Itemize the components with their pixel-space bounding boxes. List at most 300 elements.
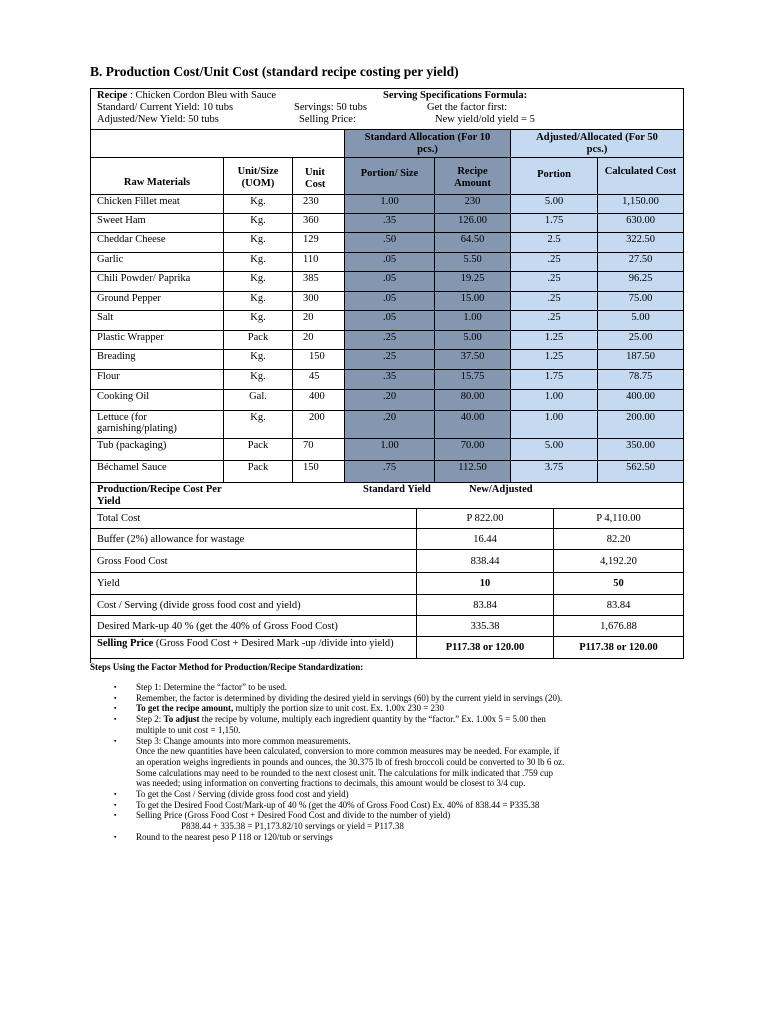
- table-cell: [224, 350, 293, 370]
- selling-price-desc: (Gross Food Cost + Desired Mark -up /divide into yield): [153, 638, 394, 649]
- table-value: 40.00: [460, 412, 485, 423]
- step-text: Selling Price (Gross Food Cost + Desired Food Cost and divide to the number of yield): [136, 810, 451, 821]
- table-cell: [598, 311, 684, 331]
- table-value: 1.00: [544, 391, 564, 402]
- column-header: [598, 158, 684, 195]
- table-cell: [598, 331, 684, 350]
- step-bold: To get the recipe amount,: [136, 703, 234, 714]
- table-value: 385: [303, 273, 319, 284]
- selling-price-label: Selling Price:: [299, 114, 356, 125]
- step-continuation: Once the new quantities have been calculated, conversion to more common measures may be needed. For example, if: [136, 746, 560, 757]
- table-value: Kg.: [250, 196, 266, 207]
- summary-heading: Production/Recipe Cost Per Yield: [97, 484, 222, 507]
- summary-label-cell: [91, 550, 417, 573]
- summary-new-value: 82.20: [606, 533, 631, 545]
- table-value: 25.00: [628, 332, 653, 343]
- table-cell: [598, 195, 684, 214]
- bullet-icon: ▪: [114, 693, 117, 702]
- table-cell: [91, 370, 224, 390]
- table-cell: [293, 390, 345, 411]
- table-cell: [224, 390, 293, 411]
- table-value: 230: [464, 196, 481, 207]
- step-continuation: Some calculations may need to be rounded to the next closest unit. The calculations for milk indicated that .759 cup: [136, 767, 553, 778]
- table-value: 562.50: [626, 462, 655, 473]
- summary-new-value: 1,676.88: [600, 620, 637, 632]
- table-value: 1.00: [463, 312, 482, 323]
- table-value: Kg.: [250, 254, 266, 265]
- table-cell: [435, 350, 511, 370]
- column-header: [293, 158, 345, 195]
- ingredient-name: Cheddar Cheese: [97, 234, 166, 245]
- table-cell: [293, 439, 345, 461]
- ingredient-name: Chili Powder/ Paprika: [97, 273, 191, 284]
- column-header: [345, 158, 435, 195]
- summary-heading-row: [91, 483, 684, 509]
- col-standard-yield: Standard Yield: [363, 484, 431, 495]
- table-cell: [345, 331, 435, 350]
- summary-new-value: 83.84: [606, 599, 631, 611]
- table-value: 2.5: [547, 234, 561, 245]
- summary-standard-cell: [417, 509, 554, 529]
- formula-step: Get the factor first:: [427, 102, 508, 113]
- summary-new-cell: [554, 550, 684, 573]
- summary-label: Buffer (2%) allowance for wastage: [97, 533, 245, 545]
- step-text: multiply the portion size to unit cost. Ex. 1.00x 230 = 230: [233, 703, 445, 714]
- ingredient-name: Ground Pepper: [97, 293, 161, 304]
- summary-standard-value: 10: [479, 578, 491, 589]
- bullet-icon: ▪: [114, 683, 117, 691]
- table-cell: [293, 195, 345, 214]
- step-item: [92, 714, 692, 735]
- table-value: .25: [382, 332, 397, 343]
- table-cell: [293, 272, 345, 292]
- table-cell: [293, 214, 345, 233]
- summary-new-cell: [554, 595, 684, 616]
- table-cell: [224, 272, 293, 292]
- summary-standard-value: 83.84: [473, 599, 497, 611]
- table-cell: [224, 311, 293, 331]
- table-cell: [345, 292, 435, 311]
- selling-price-text: [97, 638, 412, 649]
- step-continuation: an operation weighs ingredients in pounds and ounces, the 30.375 lb of fresh broccoli could be converted to 30 lb 6 oz.: [136, 756, 565, 767]
- group-standard-label: Standard Allocation (For 10 pcs.): [364, 132, 491, 155]
- ingredient-name: Flour: [97, 371, 120, 382]
- table-value: 110: [303, 254, 319, 265]
- step-text: To get the Desired Food Cost/Mark-up of 40 % (get the 40% of Gross Food Cost) Ex. 40% of 838.44 = P335.38: [136, 799, 540, 810]
- summary-label-cell: [91, 595, 417, 616]
- table-cell: [345, 311, 435, 331]
- bullet-icon: ▪: [114, 704, 117, 713]
- table-cell: [224, 411, 293, 439]
- column-header-label: Portion/ Size: [360, 168, 419, 179]
- table-cell: [598, 233, 684, 253]
- servings: Servings: 50 tubs: [294, 102, 367, 113]
- bullet-icon: ▪: [114, 811, 117, 820]
- table-cell: [224, 439, 293, 461]
- table-value: 1.25: [544, 332, 564, 343]
- table-cell: [511, 272, 598, 292]
- table-cell: [511, 390, 598, 411]
- col-new-adjusted: New/Adjusted: [469, 484, 533, 495]
- column-header-label: Unit/Size (UOM): [237, 166, 279, 189]
- summary-standard-value: 16.44: [473, 533, 497, 545]
- standard-yield: Standard/ Current Yield: 10 tubs: [97, 102, 234, 113]
- step-continuation: was needed; using information on converting fractions to decimals, this amount would be closest to 3/4 cup.: [136, 778, 526, 789]
- table-cell: [511, 233, 598, 253]
- step-item: [92, 703, 692, 714]
- table-cell: [91, 272, 224, 292]
- table-value: 187.50: [626, 351, 655, 362]
- table-value: 15.00: [460, 293, 485, 304]
- table-cell: [435, 292, 511, 311]
- table-value: 5.00: [463, 332, 482, 343]
- table-value: Kg.: [250, 234, 266, 245]
- table-cell: [345, 253, 435, 272]
- recipe-name: : Chicken Cordon Bleu with Sauce: [127, 90, 277, 101]
- ingredient-name: Plastic Wrapper: [97, 332, 164, 343]
- table-value: .20: [382, 412, 397, 423]
- table-cell: [293, 370, 345, 390]
- table-value: 20: [303, 332, 314, 343]
- table-cell: [293, 292, 345, 311]
- table-value: Kg.: [250, 312, 266, 323]
- table-cell: [91, 331, 224, 350]
- step-continuation: P838.44 + 335.38 = P1,173.82/10 servings or yield = P117.38: [136, 821, 404, 832]
- step-item: [92, 789, 692, 800]
- step-text: the recipe by volume, multiply each ingredient quantity by the “factor.” Ex. 1.00x 5 = 5.00 then: [199, 714, 546, 725]
- step-text: Step 3: Change amounts into more common measurements.: [136, 735, 351, 746]
- table-value: 78.75: [628, 371, 653, 382]
- summary-label: Gross Food Cost: [97, 555, 168, 567]
- table-cell: [598, 461, 684, 483]
- step-item: [92, 693, 692, 704]
- table-cell: [345, 214, 435, 233]
- table-cell: [598, 390, 684, 411]
- table-cell: [511, 411, 598, 439]
- selling-standard-value: P117.38 or 120.00: [445, 642, 525, 653]
- ingredient-name: Cooking Oil: [97, 391, 150, 402]
- table-cell: [91, 214, 224, 233]
- adjusted-yield: Adjusted/New Yield: 50 tubs: [97, 114, 219, 125]
- step-item: [92, 682, 692, 693]
- table-cell: [224, 233, 293, 253]
- table-value: .25: [547, 293, 561, 304]
- summary-label-cell: [91, 573, 417, 595]
- table-value: .25: [547, 273, 561, 284]
- summary-label-cell: [91, 529, 417, 550]
- recipe-header: [90, 88, 684, 130]
- table-cell: [91, 195, 224, 214]
- table-cell: [511, 370, 598, 390]
- table-cell: [224, 292, 293, 311]
- table-cell: [435, 311, 511, 331]
- table-value: 400.00: [626, 391, 655, 402]
- table-value: 5.00: [544, 440, 564, 451]
- table-cell: [91, 311, 224, 331]
- table-value: 300: [303, 293, 319, 304]
- page-title: B. Production Cost/Unit Cost (standard recipe costing per yield): [90, 64, 459, 79]
- summary-standard-cell: [417, 550, 554, 573]
- column-header: [511, 158, 598, 195]
- table-value: 350.00: [626, 440, 655, 451]
- column-header: [435, 158, 511, 195]
- ingredient-name: Breading: [97, 351, 136, 362]
- step-text: Step 1: Determine the “factor” to be used.: [136, 682, 287, 692]
- table-value: Pack: [247, 462, 269, 473]
- table-value: .25: [382, 351, 397, 362]
- table-value: .35: [382, 371, 397, 382]
- table-cell: [345, 350, 435, 370]
- table-cell: [293, 461, 345, 483]
- step-item: [92, 810, 692, 831]
- table-value: .75: [382, 462, 397, 473]
- table-cell: [435, 461, 511, 483]
- table-value: 45: [309, 371, 320, 382]
- summary-standard-cell: [417, 573, 554, 595]
- table-cell: [435, 253, 511, 272]
- step-item: [92, 800, 692, 811]
- table-cell: [598, 439, 684, 461]
- summary-label-cell: [91, 509, 417, 529]
- ingredient-name: Béchamel Sauce: [97, 462, 167, 473]
- table-cell: [598, 350, 684, 370]
- formula-title: Serving Specifications Formula:: [383, 90, 528, 101]
- table-value: .05: [382, 293, 397, 304]
- table-value: 27.50: [628, 254, 653, 265]
- table-corner: [91, 130, 345, 158]
- table-cell: [293, 411, 345, 439]
- summary-standard-value: 335.38: [470, 620, 500, 632]
- table-value: Kg.: [250, 351, 266, 362]
- summary-new-cell: [554, 509, 684, 529]
- table-cell: [511, 311, 598, 331]
- bullet-icon: ▪: [114, 736, 117, 745]
- table-cell: [435, 272, 511, 292]
- step-item: [92, 832, 692, 843]
- table-cell: [224, 253, 293, 272]
- summary-new-value: 50: [613, 578, 624, 589]
- table-value: Pack: [247, 332, 269, 343]
- table-value: 64.50: [460, 234, 485, 245]
- table-value: 3.75: [544, 462, 564, 473]
- table-value: .35: [382, 215, 397, 226]
- summary-label: Yield: [97, 578, 120, 589]
- selling-new-cell: [554, 637, 684, 659]
- selling-price-label-cell: [91, 637, 417, 659]
- table-value: .50: [382, 234, 397, 245]
- table-cell: [435, 331, 511, 350]
- column-header: [91, 158, 224, 195]
- table-cell: [598, 253, 684, 272]
- table-value: 5.00: [631, 312, 650, 323]
- table-value: 37.50: [460, 351, 485, 362]
- table-value: 1.00: [380, 440, 399, 451]
- summary-label: Desired Mark-up 40 % (get the 40% of Gross Food Cost): [97, 620, 338, 632]
- table-cell: [224, 195, 293, 214]
- group-adjusted-header: [511, 130, 684, 158]
- ingredient-name: Tub (packaging): [97, 440, 167, 451]
- table-cell: [345, 439, 435, 461]
- table-value: 20: [303, 312, 314, 323]
- summary-new-value: P 4,110.00: [596, 513, 641, 524]
- table-value: 1.25: [544, 351, 564, 362]
- column-header-label: Portion: [537, 169, 571, 180]
- table-value: Pack: [247, 440, 269, 451]
- step-item: [92, 736, 692, 790]
- table-value: 75.00: [628, 293, 653, 304]
- bullet-icon: ▪: [114, 800, 117, 809]
- table-value: .25: [547, 254, 561, 265]
- steps-title: Steps Using the Factor Method for Production/Recipe Standardization:: [90, 662, 364, 672]
- summary-standard-value: 838.44: [470, 555, 500, 567]
- table-value: 1.00: [380, 196, 399, 207]
- table-value: Kg.: [250, 371, 266, 382]
- table-cell: [293, 331, 345, 350]
- table-cell: [345, 461, 435, 483]
- table-cell: [435, 214, 511, 233]
- table-cell: [598, 370, 684, 390]
- table-cell: [511, 195, 598, 214]
- table-cell: [511, 350, 598, 370]
- group-standard-header: [345, 130, 511, 158]
- table-cell: [91, 439, 224, 461]
- table-cell: [224, 214, 293, 233]
- table-value: 1.00: [544, 412, 564, 423]
- column-header: [224, 158, 293, 195]
- formula: New yield/old yield = 5: [435, 114, 535, 125]
- table-cell: [511, 331, 598, 350]
- table-cell: [345, 233, 435, 253]
- ingredient-name: Chicken Fillet meat: [97, 196, 180, 207]
- table-value: 70: [303, 440, 314, 451]
- selling-price-title: Selling Price: [97, 638, 154, 649]
- summary-standard-cell: [417, 616, 554, 637]
- table-cell: [511, 253, 598, 272]
- column-header-label: Unit Cost: [305, 167, 326, 190]
- table-cell: [293, 311, 345, 331]
- steps-list: [92, 682, 692, 843]
- ingredient-name: Lettuce (for garnishing/plating): [97, 412, 177, 434]
- table-cell: [293, 233, 345, 253]
- table-value: Kg.: [250, 273, 266, 284]
- table-value: 630.00: [626, 215, 655, 226]
- table-cell: [435, 370, 511, 390]
- table-cell: [224, 370, 293, 390]
- table-value: Kg.: [250, 412, 266, 423]
- step-text: Remember, the factor is determined by dividing the desired yield in servings (60) by the current yield in servings (20).: [136, 692, 563, 703]
- table-value: 1.75: [544, 371, 564, 382]
- summary-standard-cell: [417, 595, 554, 616]
- ingredient-name: Garlic: [97, 254, 124, 265]
- summary-standard-value: P 822.00: [466, 513, 504, 524]
- step-text: Step 2:: [136, 714, 164, 725]
- table-cell: [345, 390, 435, 411]
- table-cell: [511, 292, 598, 311]
- step-text: To get the Cost / Serving (divide gross food cost and yield): [136, 789, 349, 800]
- table-cell: [345, 272, 435, 292]
- table-cell: [435, 195, 511, 214]
- table-value: Kg.: [250, 293, 266, 304]
- table-value: 400: [309, 391, 325, 402]
- step-continuation: multiple to unit cost = 1,150.: [136, 724, 241, 735]
- summary-new-cell: [554, 529, 684, 550]
- table-cell: [598, 292, 684, 311]
- table-value: 360: [303, 215, 319, 226]
- bullet-icon: ▪: [114, 832, 117, 841]
- bullet-icon: ▪: [114, 790, 117, 799]
- step-text: Round to the nearest peso P 118 or 120/tub or servings: [136, 831, 333, 842]
- summary-new-cell: [554, 573, 684, 595]
- table-value: 230: [303, 196, 319, 207]
- summary-standard-cell: [417, 529, 554, 550]
- table-value: 126.00: [458, 215, 487, 226]
- ingredient-name: Sweet Ham: [97, 215, 146, 226]
- table-value: .20: [382, 391, 397, 402]
- column-header-label: Raw Materials: [123, 177, 191, 188]
- table-value: 1,150.00: [622, 196, 659, 207]
- column-header-label: Recipe Amount: [454, 166, 491, 189]
- table-cell: [598, 272, 684, 292]
- table-value: 70.00: [460, 440, 485, 451]
- table-value: 5.00: [544, 196, 564, 207]
- costing-table: [90, 129, 684, 483]
- table-value: 1.75: [544, 215, 564, 226]
- step-bold: To adjust: [163, 714, 200, 725]
- table-cell: [91, 350, 224, 370]
- summary-table: [90, 483, 684, 663]
- table-cell: [511, 439, 598, 461]
- table-cell: [345, 195, 435, 214]
- table-cell: [435, 390, 511, 411]
- recipe-label: Recipe: [97, 90, 128, 101]
- table-value: 129: [303, 234, 319, 245]
- table-value: 80.00: [460, 391, 485, 402]
- table-value: Gal.: [249, 391, 267, 402]
- table-value: 19.25: [460, 273, 485, 284]
- table-value: 112.50: [458, 462, 487, 473]
- table-value: .25: [547, 312, 561, 323]
- table-cell: [598, 214, 684, 233]
- table-cell: [345, 370, 435, 390]
- table-value: .05: [382, 312, 397, 323]
- table-cell: [224, 461, 293, 483]
- table-cell: [91, 461, 224, 483]
- summary-new-cell: [554, 616, 684, 637]
- table-value: 200: [309, 412, 325, 423]
- summary-label-cell: [91, 616, 417, 637]
- ingredient-name: Salt: [97, 312, 114, 323]
- summary-new-value: 4,192.20: [600, 555, 637, 567]
- table-cell: [91, 233, 224, 253]
- table-cell: [91, 253, 224, 272]
- table-value: 96.25: [628, 273, 653, 284]
- selling-new-value: P117.38 or 120.00: [579, 642, 658, 653]
- table-cell: [91, 411, 224, 439]
- table-cell: [435, 439, 511, 461]
- group-adjusted-label: Adjusted/Allocated (For 50 pcs.): [536, 132, 658, 155]
- column-header-label: Calculated Cost: [604, 166, 677, 177]
- table-cell: [598, 411, 684, 439]
- table-value: 200.00: [626, 412, 655, 423]
- table-value: .05: [382, 254, 397, 265]
- table-cell: [91, 292, 224, 311]
- table-cell: [511, 461, 598, 483]
- table-cell: [345, 411, 435, 439]
- selling-standard-cell: [417, 637, 554, 659]
- summary-label: Total Cost: [97, 513, 141, 524]
- table-cell: [293, 350, 345, 370]
- table-cell: [511, 214, 598, 233]
